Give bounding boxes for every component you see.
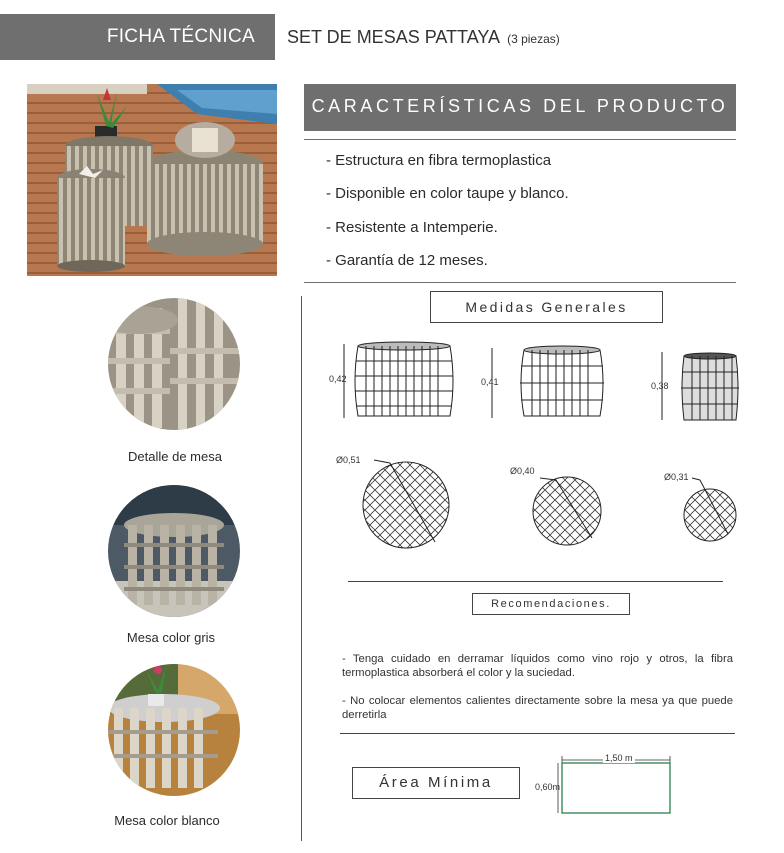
white-table-photo [108,664,240,796]
measurements-heading: Medidas Generales [430,291,663,323]
gray-table-photo [108,485,240,617]
divider [340,733,735,734]
caption-white: Mesa color blanco [114,813,220,828]
min-area-rectangle [562,763,670,813]
diameter-label-large: Ø0,51 [336,455,361,465]
caption-gray: Mesa color gris [126,630,216,645]
recommendation-item: - Tenga cuidado en derramar líquidos como vino rojo y otros, la fibra termoplastica absorberá el color y la suciedad. [342,653,733,679]
product-title [287,27,560,48]
feature-item: - Disponible en color taupe y blanco. [326,185,569,202]
characteristics-heading-band [304,84,736,131]
min-area-depth: 0,60m [535,782,561,792]
product-photo [27,84,277,276]
recommendations-heading: Recomendaciones. [472,593,630,615]
characteristics-heading: CARACTERÍSTICAS DEL PRODUCTO [311,96,729,116]
table-medium-slats [520,350,604,416]
detail-photo [108,298,240,430]
divider [304,139,736,140]
height-label-medium: 0,41 [481,377,499,387]
section-label: FICHA TÉCNICA [106,26,255,47]
feature-item: - Garantía de 12 meses. [326,252,488,269]
divider [304,282,736,283]
product-photo-illustration [27,84,277,276]
product-pieces: (3 piezas) [507,32,560,46]
header-band [0,14,275,60]
product-title-text: SET DE MESAS PATTAYA [287,27,500,47]
feature-item: - Resistente a Intemperie. [326,219,498,236]
plan-drawings [330,450,750,560]
gray-table-photo-illustration [108,485,240,617]
column-divider [301,296,302,841]
diameter-label-medium: Ø0,40 [510,466,535,476]
white-table-photo-illustration [108,664,240,796]
elevation-drawings [322,336,762,426]
plan-small [684,489,736,541]
height-label-small: 0,38 [651,381,669,391]
min-area-width: 1,50 m [605,753,633,763]
recommendation-item: - No colocar elementos calientes directamente sobre la mesa ya que puede derretirla [342,695,733,721]
caption-detail: Detalle de mesa [128,449,222,464]
plan-large [363,462,449,548]
min-area-heading: Área Mínima [352,767,520,799]
height-label-large: 0,42 [329,374,347,384]
feature-item: - Estructura en fibra termoplastica [326,152,552,169]
diameter-label-small: Ø0,31 [664,472,689,482]
detail-photo-illustration [108,298,240,430]
divider [348,581,723,582]
plan-medium [533,477,601,545]
table-large-slats [355,346,453,416]
